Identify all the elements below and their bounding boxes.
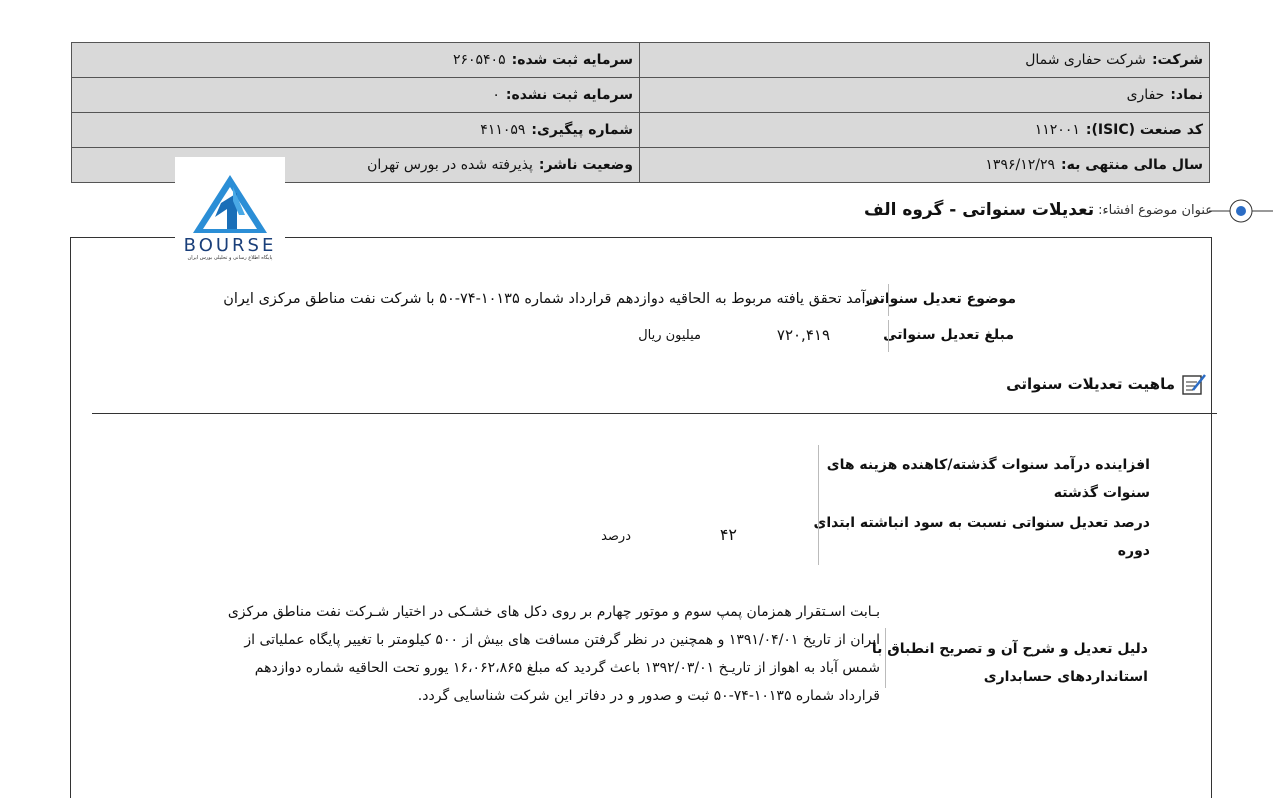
company-label: شرکت: xyxy=(1151,52,1203,68)
info-row xyxy=(72,43,1210,78)
symbol-cell xyxy=(640,78,1210,113)
fiscal-year-cell xyxy=(640,148,1210,183)
disclosure-subject-label: عنوان موضوع افشاء: xyxy=(1098,202,1213,218)
nature-heading-text: ماهیت تعدیلات سنواتی xyxy=(1006,375,1175,393)
percent-label-line: درصد تعدیل سنواتی نسبت به سود انباشته ابتدای xyxy=(813,515,1150,531)
divider xyxy=(888,284,889,316)
tracking-label: شماره پیگیری: xyxy=(531,122,633,138)
registered-capital-cell xyxy=(72,43,640,78)
section-divider xyxy=(92,413,1217,414)
disclosure-subject-title: تعدیلات سنواتی - گروه الف xyxy=(863,200,1095,220)
tracking-cell xyxy=(72,113,640,148)
unregistered-capital-value: ۰ xyxy=(492,87,500,103)
reason-line: شمس آباد به اهواز از تاریـخ ۱۳۹۲/۰۳/۰۱ باعث گردید که مبلغ ۱۶،۰۶۲،۸۶۵ یورو تحت الحاقیه شماره دوازدهم xyxy=(254,660,880,676)
isic-label: کد صنعت (ISIC): xyxy=(1085,122,1203,138)
subject-value: درآمد تحقق یافته مربوط به الحاقیه دوازدهم قرارداد شماره ۱۰۱۳۵-۷۴-۵۰ با شرکت نفت مناطق مرکزی ایران xyxy=(223,291,879,307)
reason-line: قرارداد شماره ۱۰۱۳۵-۷۴-۵۰ ثبت و صدور و در دفاتر این شرکت شناسایی گردد. xyxy=(417,688,880,704)
fiscal-year-value: ۱۳۹۶/۱۲/۲۹ xyxy=(985,157,1055,173)
company-cell xyxy=(640,43,1210,78)
bourse-logo[interactable] xyxy=(175,157,285,263)
publisher-status-cell xyxy=(72,148,640,183)
reason-line: ایران از تاریخ ۱۳۹۱/۰۴/۰۱ و همچنین در نظر گرفتن مسافت های بیش از ۵۰۰ کیلومتر با تغییر پایگاه عملیاتی از xyxy=(244,632,880,648)
reason-label xyxy=(872,635,1148,691)
nature-type-label xyxy=(827,451,1150,507)
disclosure-title xyxy=(864,200,1213,220)
amount-value: ۷۲۰,۴۱۹ xyxy=(776,326,830,344)
unregistered-capital-cell xyxy=(72,78,640,113)
unregistered-capital-label: سرمایه ثبت نشده: xyxy=(505,87,633,103)
registered-capital-label: سرمایه ثبت شده: xyxy=(511,52,633,68)
reason-label-line: استانداردهای حسابداری xyxy=(983,669,1148,685)
nature-type-label-line: افزاینده درآمد سنوات گذشته/کاهنده هزینه های xyxy=(826,457,1150,473)
registered-capital-value: ۲۶۰۵۴۰۵ xyxy=(452,52,506,68)
bourse-logo-icon xyxy=(175,157,285,237)
divider xyxy=(818,505,819,565)
publisher-status-label: وضعیت ناشر: xyxy=(538,157,633,173)
tracking-value: ۴۱۱۰۵۹ xyxy=(480,122,526,138)
fiscal-year-label: سال مالی منتهی به: xyxy=(1061,157,1203,173)
amount-unit: میلیون ریال xyxy=(638,328,701,343)
info-row xyxy=(72,113,1210,148)
symbol-value: حفاری xyxy=(1126,87,1165,103)
logo-subtitle: پایگاه اطلاع رسانی و تحلیلی بورس ایران xyxy=(187,255,273,261)
isic-cell xyxy=(640,113,1210,148)
percent-label-line: دوره xyxy=(1117,543,1150,559)
symbol-label: نماد: xyxy=(1170,87,1203,103)
reason-text xyxy=(228,598,880,710)
divider xyxy=(818,445,819,505)
logo-word: BOURSE xyxy=(183,235,277,256)
reason-label-line: دلیل تعدیل و شرح آن و تصریح انطباق با xyxy=(871,641,1148,657)
nature-heading xyxy=(1006,372,1207,396)
isic-value: ۱۱۲۰۰۱ xyxy=(1034,122,1080,138)
percent-label xyxy=(814,509,1150,565)
company-value: شرکت حفاری شمال xyxy=(1025,52,1146,68)
info-row xyxy=(72,78,1210,113)
percent-value: ۴۲ xyxy=(719,525,737,544)
publisher-status-value: پذیرفته شده در بورس تهران xyxy=(367,157,533,173)
amount-label: مبلغ تعدیل سنواتی xyxy=(883,327,1014,343)
subject-label: موضوع تعدیل سنواتی xyxy=(865,291,1016,307)
nature-type-label-line: سنوات گذشته xyxy=(1053,485,1150,501)
divider xyxy=(885,628,886,688)
reason-line: بـابت اسـتقرار همزمان پمپ سوم و موتور چهارم بر روی دکل های خشـکی در اختیار شـرکت نفت مناطق مرکزی xyxy=(227,604,880,620)
divider xyxy=(888,320,889,352)
edit-document-icon xyxy=(1181,372,1207,396)
percent-unit: درصد xyxy=(601,529,631,544)
target-bullet-icon xyxy=(1209,196,1273,226)
